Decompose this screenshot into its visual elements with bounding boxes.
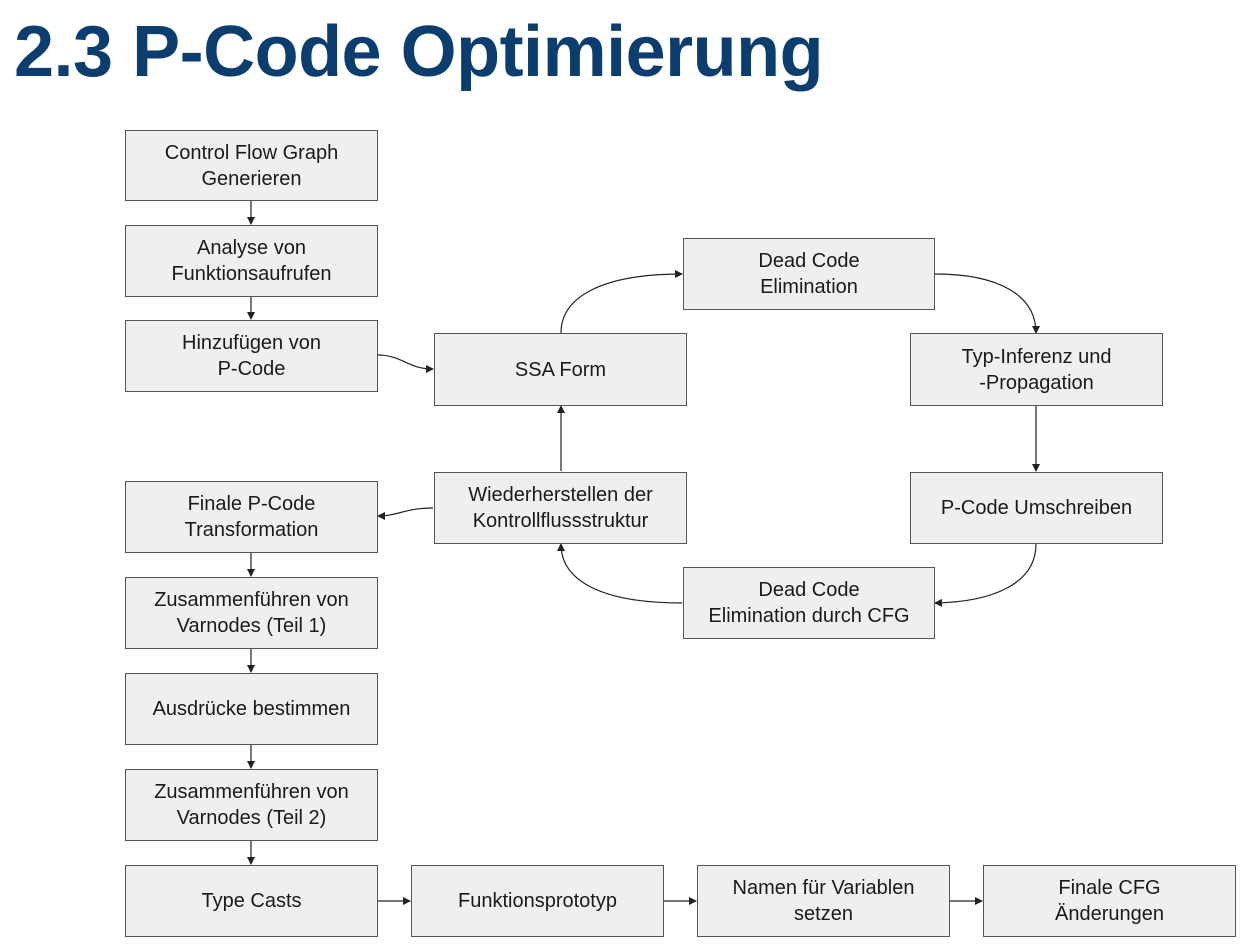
step-dead-code-cfg: Dead Code Elimination durch CFG <box>683 567 935 639</box>
step-final-cfg: Finale CFG Änderungen <box>983 865 1236 937</box>
page-title: 2.3 P-Code Optimierung <box>14 12 824 92</box>
step-call-analysis: Analyse von Funktionsaufrufen <box>125 225 378 297</box>
step-final-pcode: Finale P-Code Transformation <box>125 481 378 553</box>
step-ssa-form: SSA Form <box>434 333 687 406</box>
step-pcode-rewrite: P-Code Umschreiben <box>910 472 1163 544</box>
step-cfg-generate: Control Flow Graph Generieren <box>125 130 378 201</box>
arrow-restore-to-final-pcode <box>378 508 433 516</box>
step-function-prototype: Funktionsprototyp <box>411 865 664 937</box>
step-merge-varnodes-1: Zusammenführen von Varnodes (Teil 1) <box>125 577 378 649</box>
arrow-ssa-to-dead-code <box>561 274 682 333</box>
step-type-casts: Type Casts <box>125 865 378 937</box>
step-variable-names: Namen für Variablen setzen <box>697 865 950 937</box>
arrow-add-pcode-to-ssa <box>378 355 433 369</box>
step-type-inference: Typ-Inferenz und -Propagation <box>910 333 1163 406</box>
step-merge-varnodes-2: Zusammenführen von Varnodes (Teil 2) <box>125 769 378 841</box>
arrow-dead-code-cfg-to-restore <box>561 544 682 603</box>
step-dead-code-elimination: Dead Code Elimination <box>683 238 935 310</box>
arrow-rewrite-to-dead-code-cfg <box>935 544 1036 603</box>
step-restore-control-flow: Wiederherstellen der Kontrollflussstruktur <box>434 472 687 544</box>
step-expressions: Ausdrücke bestimmen <box>125 673 378 745</box>
step-add-pcode: Hinzufügen von P-Code <box>125 320 378 392</box>
arrow-dead-code-to-type-inference <box>935 274 1036 333</box>
